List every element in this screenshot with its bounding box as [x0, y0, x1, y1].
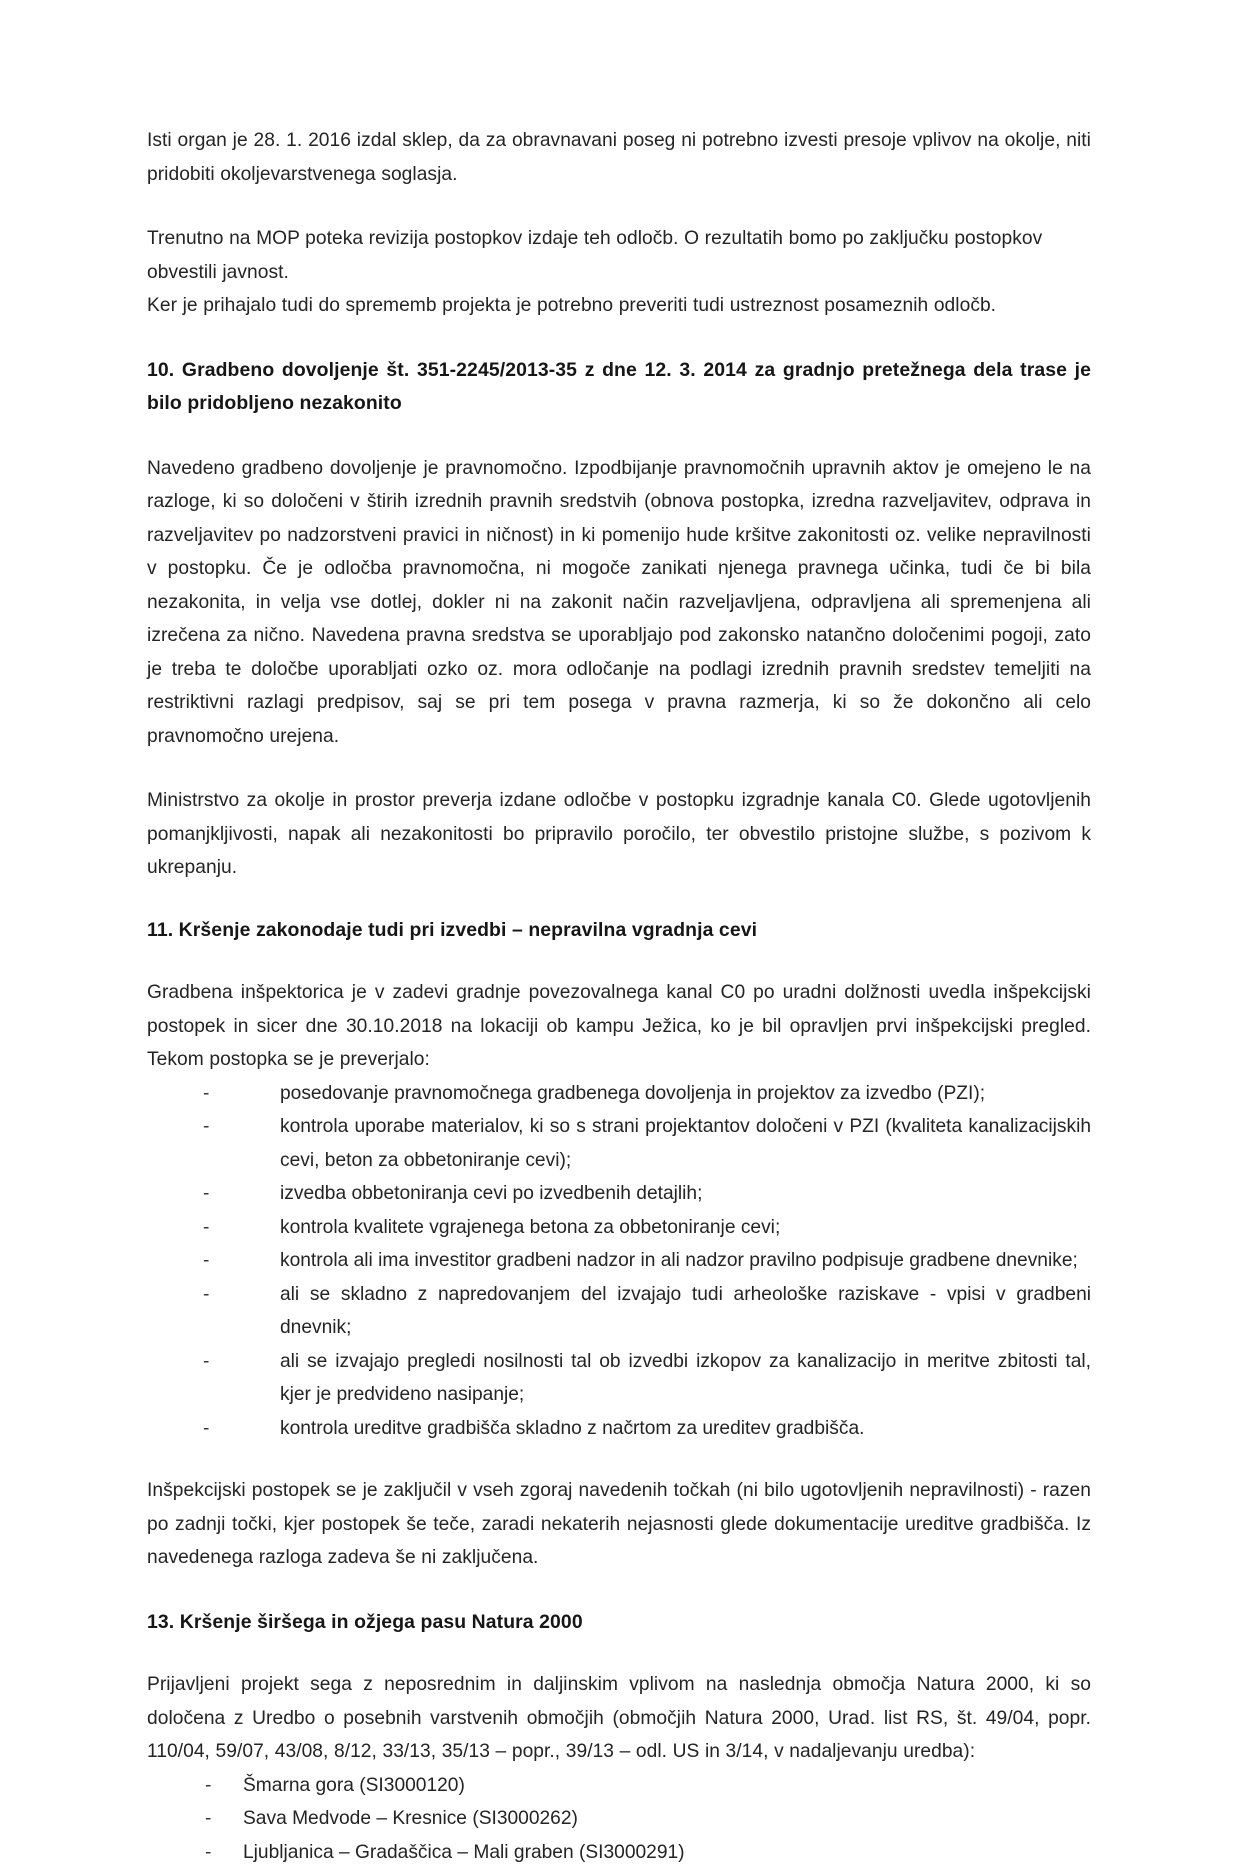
dash-bullet-icon: - [205, 1802, 211, 1836]
document-body [147, 124, 1091, 1869]
list-item [147, 1278, 1091, 1345]
spacer [147, 191, 1091, 222]
list-item-label: ali se skladno z napredovanjem del izvajajo tudi arheološke raziskave - vpisi v gradbeni dnevnik; [280, 1278, 1091, 1345]
list-item-label: Ljubljanica – Gradaščica – Mali graben (SI3000291) [243, 1836, 1091, 1869]
dash-bullet-icon: - [203, 1077, 209, 1111]
dash-bullet-icon: - [203, 1278, 209, 1312]
heading-13: 13. Kršenje širšega in ožjega pasu Natura 2000 [147, 1606, 1091, 1640]
list-item-label: izvedba obbetoniranja cevi po izvedbenih detajlih; [280, 1177, 1091, 1211]
list-item [147, 1244, 1091, 1278]
list-item [147, 1836, 1091, 1869]
paragraph-navedeno-gradbeno: Navedeno gradbeno dovoljenje je pravnomočno. Izpodbijanje pravnomočnih upravnih aktov je omejeno le na razloge, ki so določeni v štirih izrednih pravnih sredstvih (obnova postopka, izredna razveljavitev, odprava in razveljavitev po nadzorstveni pravici in ničnost) in ki pomenijo hude kršitve zakonitosti oz. velike nepravilnosti v postopku. Če je odločba pravnomočna, ni mogoče zanikati njenega pravnega učinka, tudi če bi bila nezakonita, in velja vse dotlej, dokler ni na zakonit način razveljavljena, odpravljena ali spremenjena ali izrečena za nično. Navedena pravna sredstva se uporabljajo pod zakonsko natančno določenimi pogoji, zato je treba te določbe uporabljati ozko oz. mora odločanje na podlagi izrednih pravnih sredstev temeljiti na restriktivni razlagi predpisov, saj se pri tem posega v pravna razmerja, ki so že dokončno ali celo pravnomočno urejena. [147, 452, 1091, 754]
paragraph-isti-organ: Isti organ je 28. 1. 2016 izdal sklep, da za obravnavani poseg ni potrebno izvesti presoje vplivov na okolje, niti pridobiti okoljevarstvenega soglasja. [147, 124, 1091, 191]
list-item [147, 1077, 1091, 1111]
paragraph-inspekcijski-postopek: Inšpekcijski postopek se je zaključil v vseh zgoraj navedenih točkah (ni bilo ugotovljenih nepravilnosti) - razen po zadnji točki, kjer postopek še teče, zaradi nekaterih nejasnosti glede dokumentacije ureditve gradbišča. Iz navedenega razloga zadeva še ni zaključena. [147, 1474, 1091, 1575]
list-item-label: kontrola ali ima investitor gradbeni nadzor in ali nadzor pravilno podpisuje gradbene dnevnike; [280, 1244, 1091, 1278]
dash-bullet-icon: - [203, 1345, 209, 1379]
list-item [147, 1412, 1091, 1446]
spacer [147, 323, 1091, 354]
spacer [147, 1445, 1091, 1474]
spacer [147, 885, 1091, 914]
list-item-label: kontrola uporabe materialov, ki so s strani projektantov določeni v PZI (kvaliteta kanalizacijskih cevi, beton za obbetoniranje cevi); [280, 1110, 1091, 1177]
list-item [147, 1177, 1091, 1211]
heading-10: 10. Gradbeno dovoljenje št. 351-2245/2013-35 z dne 12. 3. 2014 za gradnjo pretežnega dela trase je bilo pridobljeno nezakonito [147, 354, 1091, 421]
dash-bullet-icon: - [205, 1836, 211, 1869]
list-item-label: kontrola kvalitete vgrajenega betona za obbetoniranje cevi; [280, 1211, 1091, 1245]
dash-bullet-icon: - [203, 1412, 209, 1446]
list-item [147, 1802, 1091, 1836]
paragraph-gradbena-inspektorica: Gradbena inšpektorica je v zadevi gradnje povezovalnega kanal C0 po uradni dolžnosti uvedla inšpekcijski postopek in sicer dne 30.10.2018 na lokaciji ob kampu Ježica, ko je bil opravljen prvi inšpekcijski pregled. Tekom postopka se je preverjalo: [147, 976, 1091, 1077]
heading-11: 11. Kršenje zakonodaje tudi pri izvedbi – nepravilna vgradnja cevi [147, 914, 1091, 948]
list-item-label: ali se izvajajo pregledi nosilnosti tal ob izvedbi izkopov za kanalizacijo in meritve zbitosti tal, kjer je predvideno nasipanje; [280, 1345, 1091, 1412]
spacer [147, 1575, 1091, 1606]
paragraph-ker-je-prihajalo: Ker je prihajalo tudi do sprememb projekta je potrebno preveriti tudi ustreznost posameznih odločb. [147, 289, 1091, 323]
list-natura-2000-areas [147, 1769, 1091, 1869]
paragraph-prijavljeni-projekt: Prijavljeni projekt sega z neposrednim in daljinskim vplivom na naslednja območja Natura 2000, ki so določena z Uredbo o posebnih varstvenih območjih (območjih Natura 2000, Urad. list RS, št. 49/04, popr. 110/04, 59/07, 43/08, 8/12, 33/13, 35/13 – popr., 39/13 – odl. US in 3/14, v nadaljevanju uredba): [147, 1668, 1091, 1769]
spacer [147, 1639, 1091, 1668]
dash-bullet-icon: - [203, 1177, 209, 1211]
spacer [147, 421, 1091, 452]
list-inspection-items [147, 1077, 1091, 1446]
list-item-label: kontrola ureditve gradbišča skladno z načrtom za ureditev gradbišča. [280, 1412, 1091, 1446]
spacer [147, 947, 1091, 976]
paragraph-trenutno-na-mop: Trenutno na MOP poteka revizija postopkov izdaje teh odločb. O rezultatih bomo po zaključku postopkov obvestili javnost. [147, 222, 1091, 289]
spacer [147, 753, 1091, 784]
list-item-label: Šmarna gora (SI3000120) [243, 1769, 1091, 1803]
dash-bullet-icon: - [205, 1769, 211, 1803]
list-item-label: posedovanje pravnomočnega gradbenega dovoljenja in projektov za izvedbo (PZI); [280, 1077, 1091, 1111]
list-item-label: Sava Medvode – Kresnice (SI3000262) [243, 1802, 1091, 1836]
list-item [147, 1110, 1091, 1177]
paragraph-ministrstvo: Ministrstvo za okolje in prostor preverja izdane odločbe v postopku izgradnje kanala C0. Glede ugotovljenih pomanjkljivosti, napak ali nezakonitosti bo pripravilo poročilo, ter obvestilo pristojne službe, s pozivom k ukrepanju. [147, 784, 1091, 885]
dash-bullet-icon: - [203, 1110, 209, 1144]
list-item [147, 1345, 1091, 1412]
dash-bullet-icon: - [203, 1211, 209, 1245]
dash-bullet-icon: - [203, 1244, 209, 1278]
list-item [147, 1211, 1091, 1245]
list-item [147, 1769, 1091, 1803]
